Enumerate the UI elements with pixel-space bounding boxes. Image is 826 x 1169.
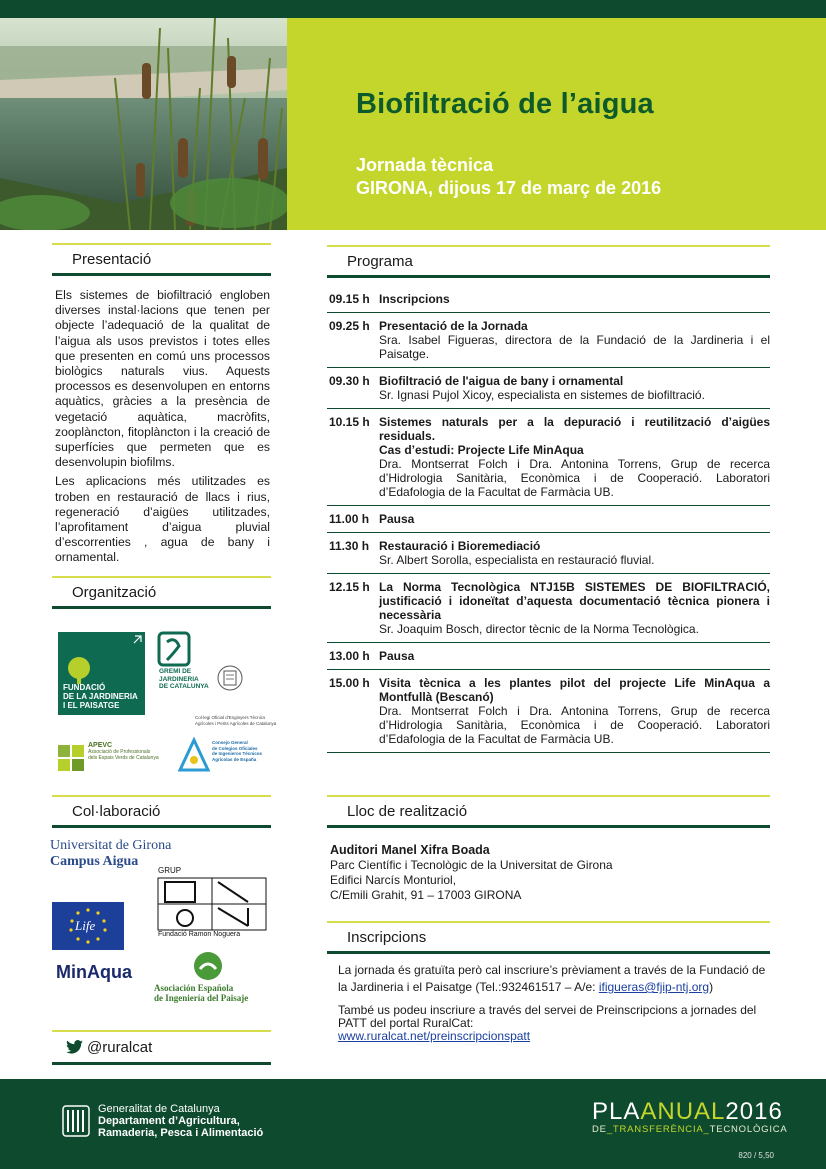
programa-list [327,286,770,753]
programa-item: 11.00 h Pausa [327,506,770,533]
consejo-logo-text: Consejo General de Colegios Oficiales de Ingenieros Técnicos Agrícolas de España [212,740,263,762]
subtitle-date: GIRONA, dijous 17 de març de 2016 [356,178,662,198]
inscripcions-para-2: També us podeu inscriure a través del servei de Preinscripcions a jornades del PATT del portal RuralCat: www.ruralcat.net/preinscripcionspatt [338,1003,757,1043]
event-subtitle [356,154,661,200]
address-line: C/Emili Grahit, 91 – 17003 GIRONA [330,888,522,902]
top-bar [0,0,826,18]
grup-logo-name: Fundació Ramon Noguera [158,931,241,938]
address-line: Edifici Narcís Monturiol, [330,873,457,887]
venue-name: Auditori Manel Xifra Boada [330,843,490,857]
subtitle-type: Jornada tècnica [356,155,494,175]
programa-item: 12.15 h La Norma Tecnològica NTJ15B SISTEMES DE BIOFILTRACIÓ, justificació i idoneïtat d’aquesta documentació tècnica pionera i necessària Sr. Joaquim Bosch, director tècnic de la Norma Tecnològica. [327,574,770,643]
collaboracio-logos [50,838,275,1018]
email-link[interactable]: ifigueras@fjip-ntj.org [598,980,710,994]
minaqua-logo: MinAqua [56,962,132,982]
udg-logo: Universitat de Girona Campus Aigua [50,838,172,869]
title-banner [287,18,826,230]
footer [0,1079,826,1169]
generalitat-logo [62,1103,263,1139]
programa-item: 11.30 h Restauració i Bioremediació Sr. Albert Sorolla, especialista en restauració fluvial. [327,533,770,574]
hero-photo [0,18,287,230]
programa-item: 10.15 h Sistemes naturals per a la depuració i reutilització d’aigües residuals. Cas d’estudi: Projecte Life MinAqua Dra. Montserrat Folch i Dra. Antonina Torrens, Grup de recerca d’Hidrologia Sanitària, Econòmica i de Cooperació. Laboratori d’Edafologia de la Facultat de Farmàcia UB. [327,409,770,506]
life-logo-label: Life [75,918,96,933]
generalitat-emblem-icon [62,1105,90,1137]
section-heading-presentacio: Presentació [52,243,271,276]
programa-item: 15.00 h Visita tècnica a les plantes pilot del projecte Life MinAqua a Montfullà (Bescanó) Dra. Montserrat Folch i Dra. Antonina Torrens, Grup de recerca d’Hidrologia Sanitària, Econòmica i de Cooperació. Laboratori d’Edafologia de la Facultat de Farmàcia UB. [327,670,770,753]
apevc-logo-text: APEVC Associació de Professionals dels Espais Verds de Catalunya [88,742,159,761]
presentacio-para-1: Els sistemes de biofiltració engloben diverses instal·lacions que tenen per objecte l’adequació de la qualitat de l’aigua als usos previstos i totes elles que presenten en comú uns processos biològics naturals vius. Aquests processos es desenvolupen en entorns aquàtics, gràcies a la presència de vegetació aquàtica, macròfits, zooplàncton, fitoplàncton i la creació de superfícies que permeten que es desenvolupin biofilms. [55,288,270,470]
lloc-address [330,843,770,903]
section-heading-programa: Programa [327,245,770,278]
programa-item: 09.15 h Inscripcions [327,286,770,313]
twitter-bird-icon [66,1040,83,1054]
fundacio-logo-text: FUNDACIÓ DE LA JARDINERIA I EL PAISATGE [63,683,138,710]
section-heading-organitzacio: Organització [52,576,271,609]
section-heading-inscripcions: Inscripcions [327,921,770,954]
generalitat-text: Generalitat de Catalunya Departament d’Agricultura, Ramaderia, Pesca i Alimentació [98,1103,264,1139]
section-heading-collaboracio: Col·laboració [52,795,271,828]
twitter-handle-text: @ruralcat [87,1038,153,1056]
inscripcions-para-1: La jornada és gratuïta però cal inscriure’s prèviament a través de la Fundació de la Jardineria i el Paisatge (Tel.:932461517 – A/e: ifigueras@fjip-ntj.org) [338,963,766,994]
aeip-logo-text: Asociación Española de Ingeniería del Paisaje [154,983,249,1003]
section-heading-lloc: Lloc de realització [327,795,770,828]
collegi-logo-text: Col·legi Oficial d'Enginyers Tècnics Agrícoles i Perits Agrícoles de Catalunya [195,715,277,726]
aeip-logo [194,952,222,980]
programa-item: 09.25 h Presentació de la Jornada Sra. Isabel Figueras, directora de la Fundació de la Jardineria i el Paisatge. [327,313,770,368]
pla-anual-logo: PLAANUAL2016 DE_TRANSFERÈNCIA_TECNOLÒGICA [592,1098,788,1135]
twitter-handle[interactable] [52,1030,271,1065]
grup-logo [158,878,266,930]
page-title: Biofiltració de l’aigua [356,88,654,120]
programa-item: 09.30 h Biofiltració de l'aigua de bany i ornamental Sr. Ignasi Pujol Xicoy, especialista en sistemes de biofiltració. [327,368,770,409]
address-line: Parc Científic i Tecnològic de la Universitat de Girona [330,858,613,872]
inscripcions-text [338,962,770,1043]
gremi-logo-text: GREMI DE JARDINERIA DE CATALUNYA [159,668,209,690]
programa-item: 13.00 h Pausa [327,643,770,670]
document-code: 820 / 5,50 [738,1151,774,1160]
organitzacio-logos [55,630,285,780]
presentacio-para-2: Les aplicacions més utilitzades es troben en restauració de llacs i rius, regeneració d’aigües utilitzades, l’aprofitament d’aigua pluvial d’escorrenties , agua de bany i ornamental. [55,474,270,565]
grup-logo-label: GRUP [158,866,182,875]
presentacio-text [55,288,270,570]
ruralcat-link[interactable]: www.ruralcat.net/preinscripcionspatt [338,1029,531,1043]
